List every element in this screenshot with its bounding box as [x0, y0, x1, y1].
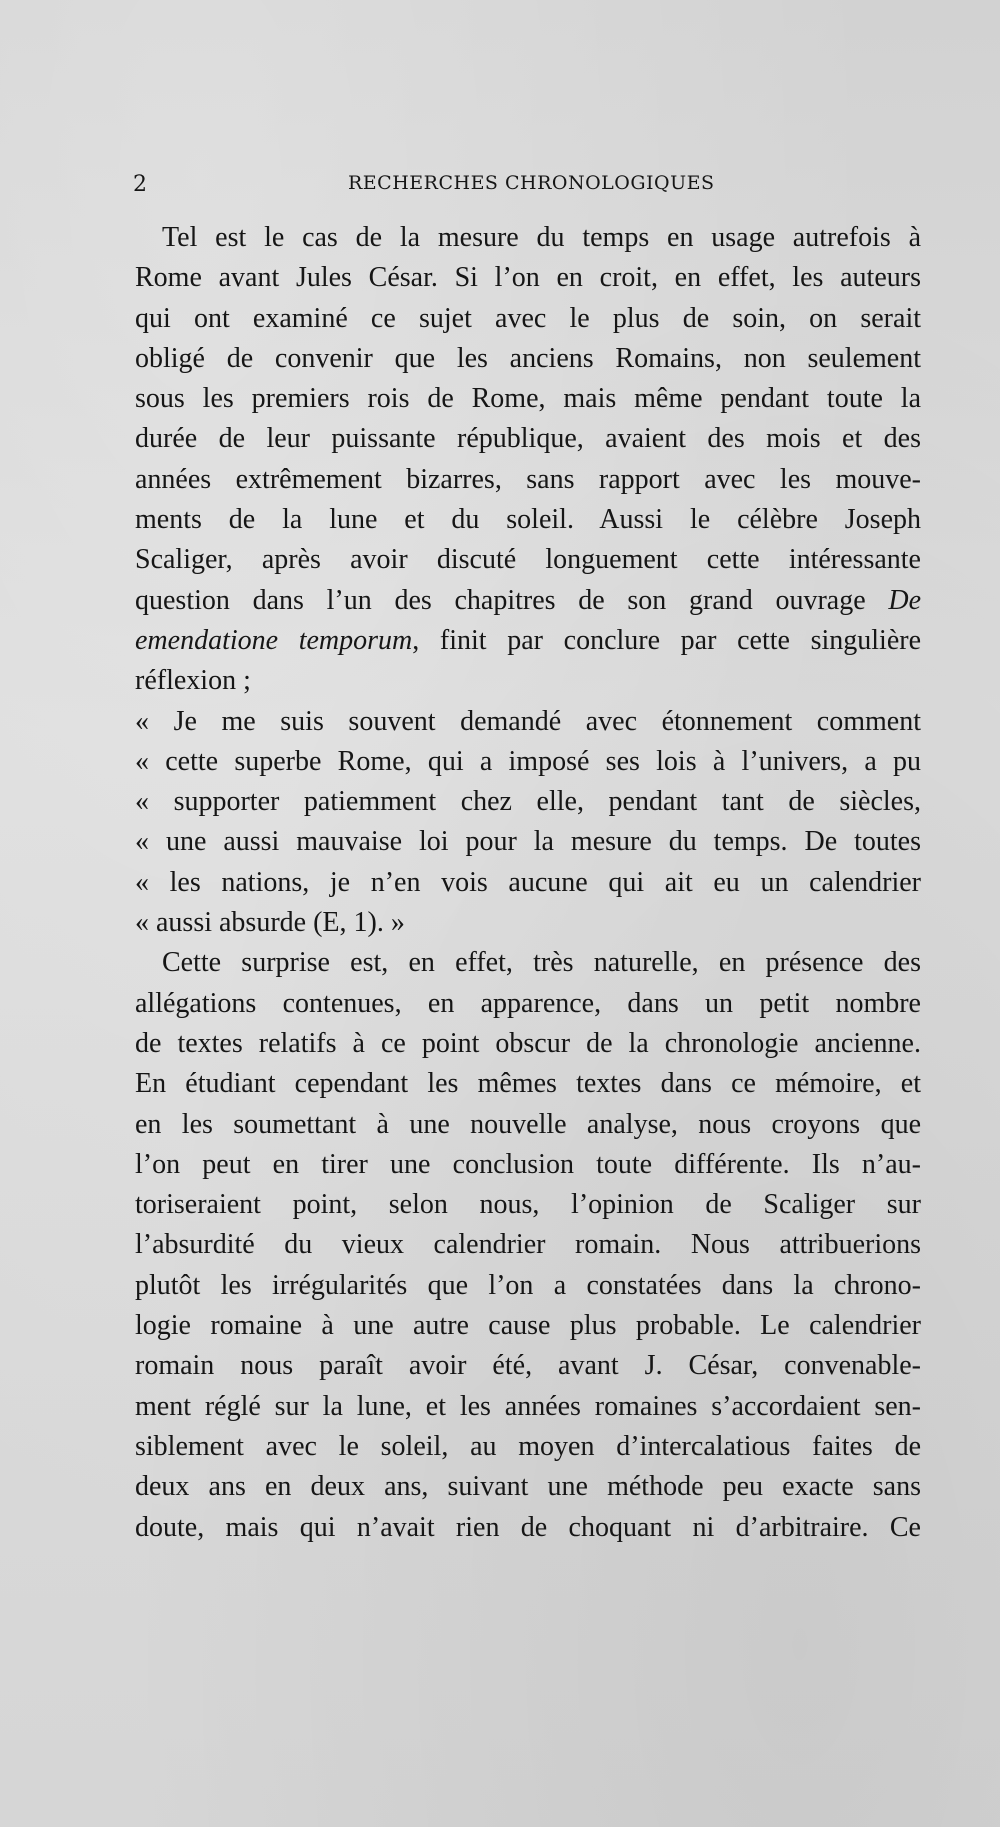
text-line: durée de leur puissante république, avaient des mois et des [135, 423, 921, 455]
text-line: En étudiant cependant les mêmes textes dans ce mémoire, et [135, 1068, 921, 1100]
text-line: logie romaine à une autre cause plus probable. Le calendrier [135, 1310, 921, 1342]
quote-line: « les nations, je n’en vois aucune qui ait eu un calendrier [135, 866, 921, 898]
text-line: siblement avec le soleil, au moyen d’intercalatious faites de [135, 1430, 921, 1462]
text-line: en les soumettant à une nouvelle analyse, nous croyons que [135, 1108, 921, 1140]
text-line: l’on peut en tirer une conclusion toute différente. Ils n’au- [135, 1148, 921, 1180]
text-line: ments de la lune et du soleil. Aussi le célèbre Joseph [135, 504, 921, 536]
text-line-with-italic [135, 581, 921, 621]
running-head [133, 172, 873, 202]
quote-line: « cette superbe Rome, qui a imposé ses lois à l’univers, a pu [135, 745, 921, 777]
text-line: romain nous paraît avoir été, avant J. César, convenable- [135, 1350, 921, 1382]
body-text [135, 218, 921, 1548]
text-line: sous les premiers rois de Rome, mais même pendant toute la [135, 383, 921, 415]
text-line: de textes relatifs à ce point obscur de la chronologie ancienne. [135, 1027, 921, 1059]
quote-line: « supporter patiemment chez elle, pendant tant de siècles, [135, 786, 921, 818]
text-line: doute, mais qui n’avait rien de choquant ni d’arbitraire. Ce [135, 1511, 921, 1543]
text-line: Cette surprise est, en effet, très naturelle, en présence des [162, 947, 921, 979]
text-line: Scaliger, après avoir discuté longuement cette intéressante [135, 544, 921, 576]
text-line: Rome avant Jules César. Si l’on en croit, en effet, les auteurs [135, 262, 921, 294]
italic-title: emendatione temporum [135, 624, 413, 656]
text-line: plutôt les irrégularités que l’on a constatées dans la chrono- [135, 1269, 921, 1301]
text-line: deux ans en deux ans, suivant une méthode peu exacte sans [135, 1471, 921, 1503]
text-line: qui ont examiné ce sujet avec le plus de soin, on serait [135, 302, 921, 334]
text-line-with-italic [135, 621, 921, 661]
italic-title-start: De [888, 584, 922, 616]
text-line: ment réglé sur la lune, et les années romaines s’accordaient sen- [135, 1390, 921, 1422]
running-head-title: RECHERCHES CHRONOLOGIQUES [348, 172, 715, 194]
quote-line: « aussi absurde (E, 1). » [135, 907, 405, 939]
text-line: réflexion ; [135, 665, 251, 697]
text-line: toriseraient point, selon nous, l’opinion de Scaliger sur [135, 1189, 921, 1221]
page-number: 2 [133, 172, 148, 197]
quote-line: « une aussi mauvaise loi pour la mesure du temps. De toutes [135, 826, 921, 858]
text-segment: , finit par conclure par cette singulière [412, 624, 921, 656]
text-line: Tel est le cas de la mesure du temps en usage autrefois à [162, 222, 921, 253]
quote-line: « Je me suis souvent demandé avec étonnement comment [135, 705, 921, 737]
text-line: allégations contenues, en apparence, dans un petit nombre [135, 987, 921, 1019]
text-line: l’absurdité du vieux calendrier romain. Nous attribuerions [135, 1229, 921, 1261]
text-line: obligé de convenir que les anciens Romains, non seulement [135, 342, 921, 374]
text-segment: question dans l’un des chapitres de son grand ouvrage [135, 584, 866, 616]
text-line: années extrêmement bizarres, sans rapport avec les mouve- [135, 463, 921, 495]
